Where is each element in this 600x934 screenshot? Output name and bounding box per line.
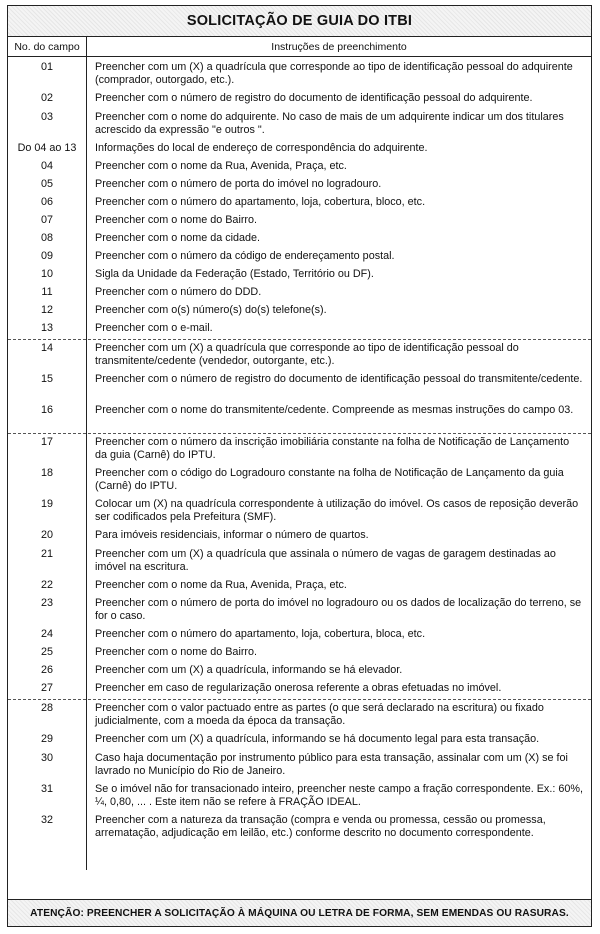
field-instruction: Preencher com o nome do adquirente. No caso de mais de um adquirente indicar um dos titulares acrescido da expressão "e outros ". — [95, 111, 564, 136]
field-number: 19 — [40, 498, 53, 510]
table-row — [8, 731, 591, 750]
field-number: 24 — [40, 628, 53, 640]
table-row — [8, 699, 591, 731]
field-number: 21 — [40, 548, 53, 560]
field-instruction: Preencher com o nome da Rua, Avenida, Praça, etc. — [95, 579, 347, 591]
field-instruction: Preencher com o número da código de endereçamento postal. — [95, 250, 395, 262]
table-row — [8, 781, 591, 812]
field-instruction: Preencher com o número da inscrição imobiliária constante na folha de Notificação de Lançamento da guia (Carnê) do IPTU. — [95, 436, 570, 461]
table-row — [8, 109, 591, 140]
itbi-form — [7, 5, 592, 927]
field-instruction: Preencher com o(s) número(s) do(s) telefone(s). — [95, 304, 327, 316]
table-row — [8, 626, 591, 644]
table-row — [8, 644, 591, 662]
table-row — [8, 577, 591, 595]
form-title: SOLICITAÇÃO DE GUIA DO ITBI — [8, 6, 591, 37]
table-row — [8, 59, 591, 90]
field-number: 27 — [40, 682, 53, 694]
field-instruction: Preencher com um (X) a quadrícula, informando se há elevador. — [95, 664, 403, 676]
table-row — [8, 433, 591, 465]
table-row — [8, 595, 591, 626]
field-number: 02 — [40, 92, 53, 104]
field-instruction: Preencher com o número de registro do documento de identificação pessoal do transmitente/cedente. — [95, 373, 583, 385]
field-number: 31 — [40, 783, 53, 795]
table-row — [8, 320, 591, 339]
field-number: 04 — [40, 160, 53, 172]
field-instruction: Preencher com um (X) a quadrícula que corresponde ao tipo de identificação pessoal do adquirente (comprador, outorgado, etc.). — [95, 61, 573, 86]
field-instruction: Caso haja documentação por instrumento público para esta transação, assinalar com um (X) se foi lavrado no Município do Rio de Janeiro. — [95, 752, 568, 777]
field-number: 06 — [40, 196, 53, 208]
table-row — [8, 266, 591, 284]
field-number: 25 — [40, 646, 53, 658]
field-number: 18 — [40, 467, 53, 479]
attention-note: ATENÇÃO: PREENCHER A SOLICITAÇÃO À MÁQUINA OU LETRA DE FORMA, SEM EMENDAS OU RASURAS. — [8, 899, 591, 926]
table-body — [8, 57, 591, 870]
field-number: 07 — [40, 214, 53, 226]
field-number: 22 — [40, 579, 53, 591]
field-instruction: Colocar um (X) na quadrícula correspondente à utilização do imóvel. Os casos de reposição deverão ser codificados pela Prefeitura (SMF). — [95, 498, 579, 523]
table-row — [8, 371, 591, 402]
field-instruction: Preencher com o e-mail. — [95, 322, 213, 334]
table-row — [8, 140, 591, 158]
table-row — [8, 527, 591, 546]
field-number: 08 — [40, 232, 53, 244]
table-row — [8, 302, 591, 320]
field-number: 30 — [40, 752, 53, 764]
field-number: 23 — [40, 597, 53, 609]
field-instruction: Se o imóvel não for transacionado inteiro, preencher neste campo a fração correspondente. Ex.: 60%, ¼, 0,80, ... . Este item não se refere à FRAÇÃO IDEAL. — [95, 783, 583, 808]
field-number: 11 — [41, 286, 53, 298]
field-number: 05 — [40, 178, 53, 190]
field-instruction: Preencher com um (X) a quadrícula que corresponde ao tipo de identificação pessoal do transmitente/cedente (vendedor, outorgante, etc.). — [95, 342, 519, 367]
field-instruction: Preencher com o número do DDD. — [95, 286, 262, 298]
header-campo: No. do campo — [8, 37, 87, 56]
table-row — [8, 496, 591, 527]
field-instruction: Preencher com o número do apartamento, loja, cobertura, bloco, etc. — [95, 196, 426, 208]
field-instruction: Preencher com o número de registro do documento de identificação pessoal do adquirente. — [95, 92, 533, 104]
field-instruction: Preencher com o nome da cidade. — [95, 232, 261, 244]
field-instruction: Preencher com um (X) a quadrícula, informando se há documento legal para esta transação. — [95, 733, 540, 745]
header-instrucoes: Instruções de preenchimento — [271, 40, 407, 53]
field-number: 26 — [40, 664, 53, 676]
field-instruction: Preencher com o número de porta do imóvel no logradouro. — [95, 178, 382, 190]
table-row — [8, 284, 591, 302]
field-instruction: Para imóveis residenciais, informar o número de quartos. — [95, 529, 369, 541]
field-number: Do 04 ao 13 — [17, 142, 77, 154]
field-instruction: Sigla da Unidade da Federação (Estado, Território ou DF). — [95, 268, 374, 280]
table-row — [8, 194, 591, 212]
field-instruction: Preencher com o código do Logradouro constante na folha de Notificação de Lançamento da guia (Carnê) do IPTU. — [95, 467, 564, 492]
table-row — [8, 90, 591, 109]
table-row — [8, 812, 591, 852]
field-instruction: Preencher com o número de porta do imóvel no logradouro ou os dados de localização do terreno, se for o caso. — [95, 597, 582, 622]
field-number: 13 — [40, 322, 53, 334]
field-number: 28 — [40, 702, 53, 714]
field-number: 29 — [40, 733, 53, 745]
field-number: 09 — [40, 250, 53, 262]
table-row — [8, 176, 591, 194]
field-number: 17 — [40, 436, 53, 448]
field-instruction: Informações do local de endereço de correspondência do adquirente. — [95, 142, 428, 154]
table-row — [8, 339, 591, 371]
table-row — [8, 750, 591, 781]
field-instruction: Preencher com o valor pactuado entre as partes (o que será declarado na escritura) ou fixado judicialmente, com a moeda da época da transação. — [95, 702, 544, 727]
field-number: 16 — [40, 404, 53, 416]
instruction-rows — [8, 59, 591, 852]
field-number: 10 — [40, 268, 53, 280]
field-instruction: Preencher com a natureza da transação (compra e venda ou promessa, cessão ou promessa, arrematação, adjudicação em leilão, etc.) conforme descrito no documento correspondente. — [95, 814, 546, 839]
table-row — [8, 465, 591, 496]
field-number: 15 — [40, 373, 53, 385]
field-instruction: Preencher com o nome da Rua, Avenida, Praça, etc. — [95, 160, 347, 172]
table-row — [8, 680, 591, 699]
field-number: 03 — [40, 111, 53, 123]
field-number: 14 — [40, 342, 53, 354]
field-instruction: Preencher com o nome do transmitente/cedente. Compreende as mesmas instruções do campo 03. — [95, 404, 574, 416]
field-instruction: Preencher com o nome do Bairro. — [95, 646, 258, 658]
field-instruction: Preencher com um (X) a quadrícula que assinala o número de vagas de garagem destinadas ao imóvel na escritura. — [95, 548, 556, 573]
field-number: 01 — [40, 61, 53, 73]
field-number: 12 — [40, 304, 53, 316]
field-instruction: Preencher em caso de regularização onerosa referente a obras efetuadas no imóvel. — [95, 682, 502, 694]
field-instruction: Preencher com o nome do Bairro. — [95, 214, 258, 226]
field-number: 20 — [40, 529, 53, 541]
field-instruction: Preencher com o número do apartamento, loja, cobertura, bloca, etc. — [95, 628, 426, 640]
table-row — [8, 230, 591, 248]
table-row — [8, 212, 591, 230]
table-row — [8, 158, 591, 176]
field-number: 32 — [40, 814, 53, 826]
table-row — [8, 402, 591, 433]
table-row — [8, 248, 591, 266]
table-header — [8, 37, 591, 57]
table-row — [8, 546, 591, 577]
table-row — [8, 662, 591, 680]
